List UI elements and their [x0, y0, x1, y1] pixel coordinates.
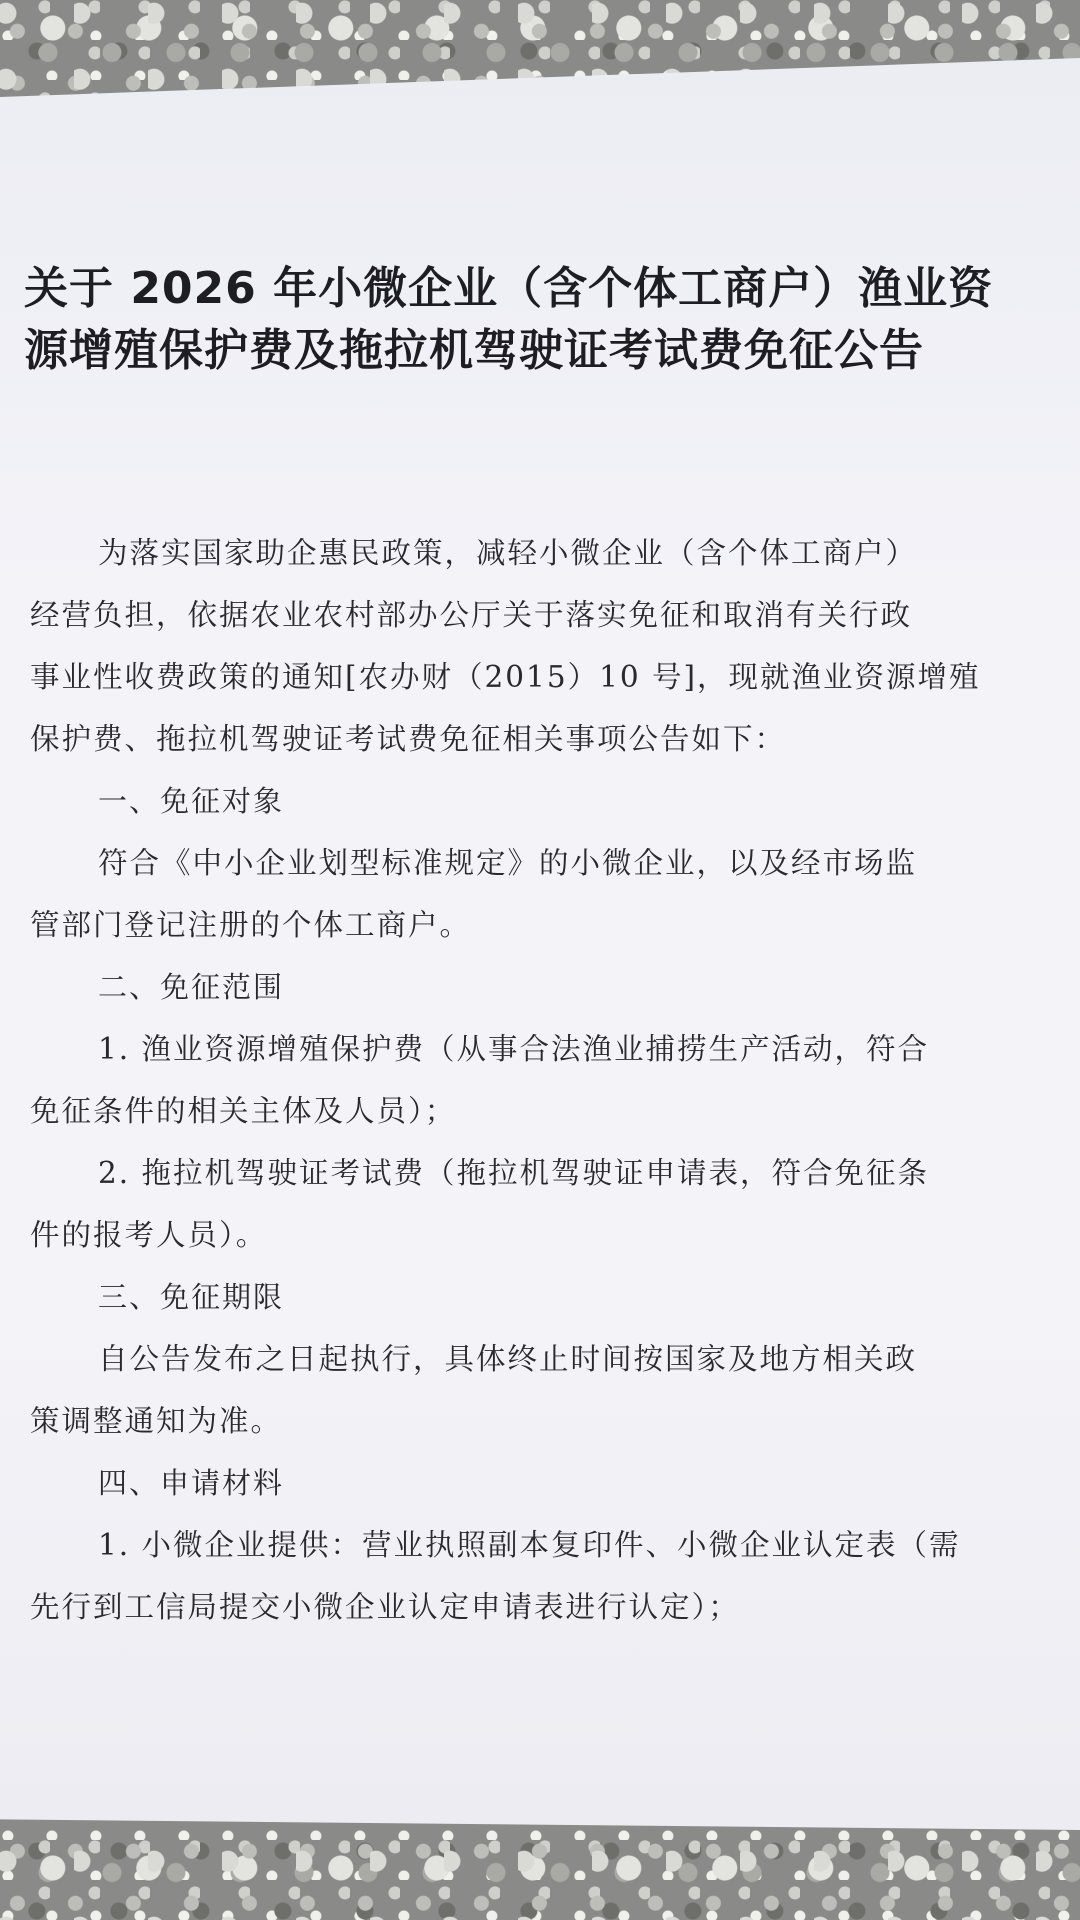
body-line: 经营负担，依据农业农村部办公厅关于落实免征和取消有关行政: [30, 598, 913, 632]
body-line: 1. 小微企业提供：营业执照副本复印件、小微企业认定表（需: [98, 1528, 961, 1562]
section-heading: 四、申请材料: [98, 1466, 285, 1500]
body-line: 为落实国家助企惠民政策，减轻小微企业（含个体工商户）: [98, 536, 918, 570]
document-body: [30, 522, 1040, 1638]
section-heading: 二、免征范围: [98, 970, 285, 1004]
body-line: 免征条件的相关主体及人员）；: [30, 1094, 457, 1128]
body-line: 2. 拖拉机驾驶证考试费（拖拉机驾驶证申请表，符合免征条: [98, 1156, 930, 1190]
body-line: 事业性收费政策的通知[农办财（2015）10 号]，现就渔业资源增殖: [30, 660, 981, 694]
body-line: 1. 渔业资源增殖保护费（从事合法渔业捕捞生产活动，符合: [98, 1032, 930, 1066]
title-line: 关于 2026 年小微企业（含个体工商户）渔业资: [24, 263, 994, 314]
body-line: 先行到工信局提交小微企业认定申请表进行认定）；: [30, 1590, 740, 1624]
body-line: 管部门登记注册的个体工商户。: [30, 908, 472, 942]
title-line: 源增殖保护费及拖拉机驾驶证考试费免征公告: [24, 325, 924, 376]
body-line: 保护费、拖拉机驾驶证考试费免征相关事项公告如下：: [30, 722, 787, 756]
body-line: 自公告发布之日起执行，具体终止时间按国家及地方相关政: [98, 1342, 918, 1376]
body-line: 符合《中小企业划型标准规定》的小微企业，以及经市场监: [98, 846, 918, 880]
section-heading: 三、免征期限: [98, 1280, 285, 1314]
body-line: 件的报考人员）。: [30, 1218, 268, 1252]
section-heading: 一、免征对象: [98, 784, 285, 818]
body-line: 策调整通知为准。: [30, 1404, 283, 1438]
document-title: [24, 258, 1064, 382]
